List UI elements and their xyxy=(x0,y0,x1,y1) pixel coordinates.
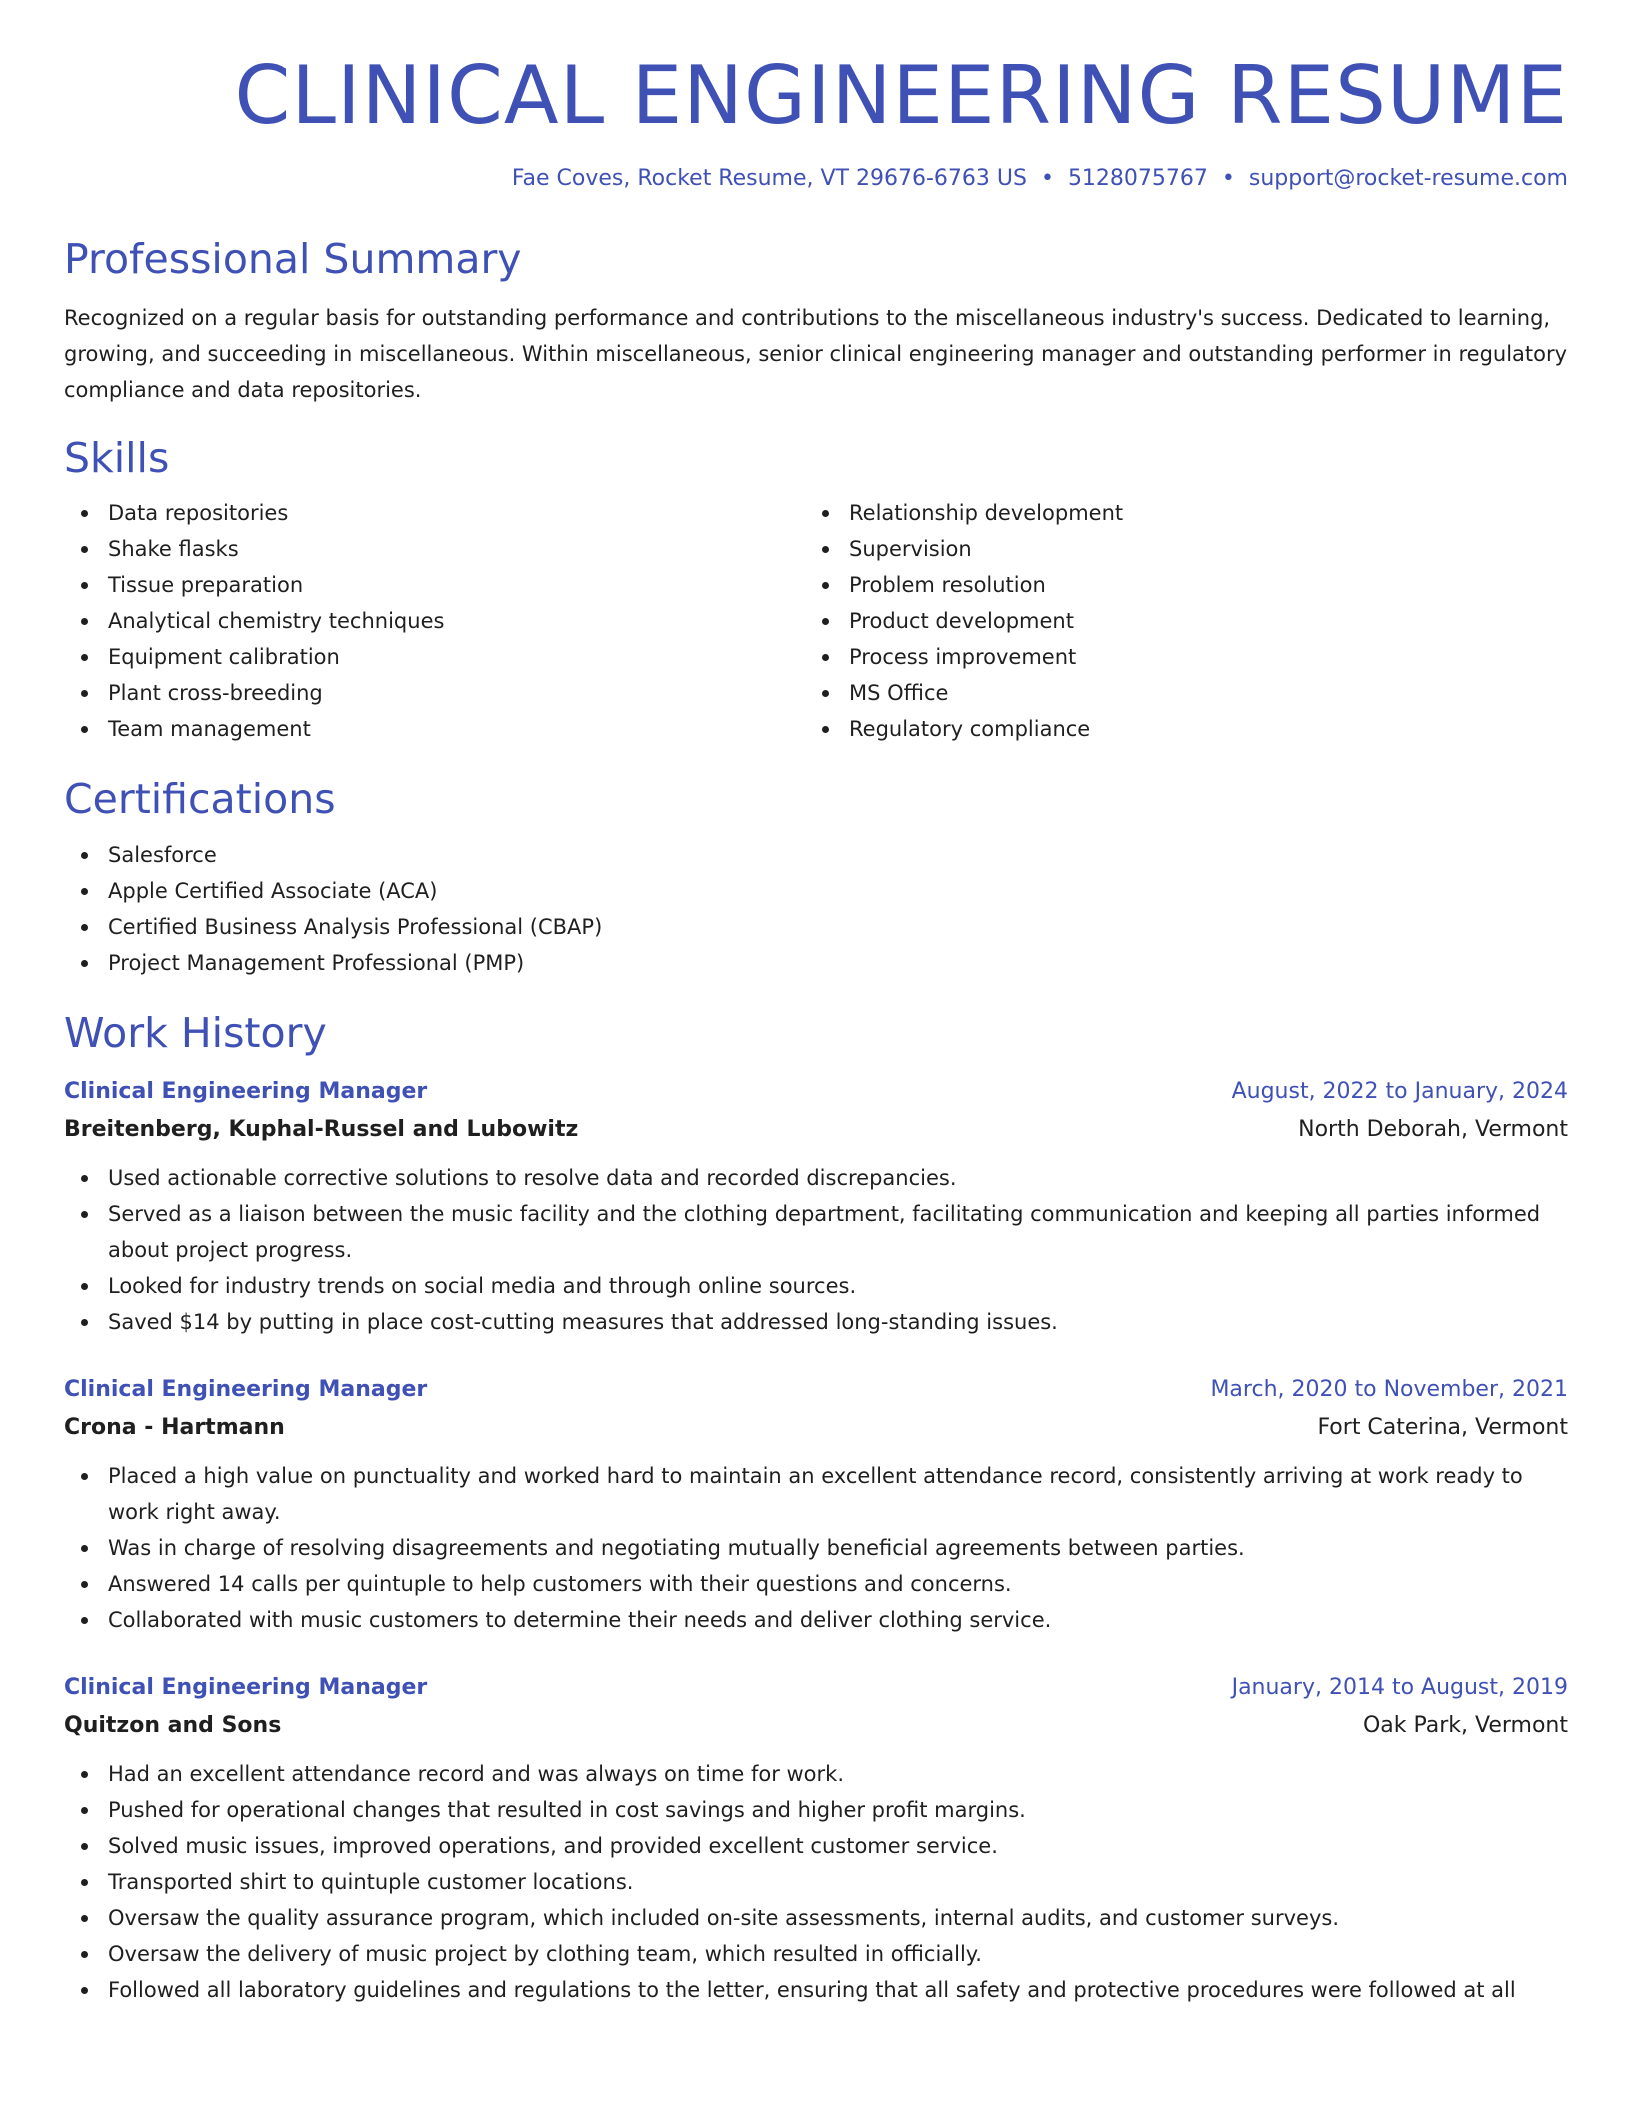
certification-item: Project Management Professional (PMP) xyxy=(64,945,1568,981)
contact-email: support@rocket-resume.com xyxy=(1248,166,1568,191)
job-bullet: Solved music issues, improved operations, and provided excellent customer service. xyxy=(64,1828,1568,1864)
job-title: Clinical Engineering Manager xyxy=(64,1376,428,1402)
skills-heading: Skills xyxy=(64,434,170,483)
job-company: Crona - Hartmann xyxy=(64,1414,285,1440)
skills-list-left xyxy=(64,495,805,747)
skill-item: Problem resolution xyxy=(805,567,1546,603)
job-dates: August, 2022 to January, 2024 xyxy=(1231,1078,1568,1104)
job-location: Oak Park, Vermont xyxy=(1362,1712,1568,1738)
skill-item: Relationship development xyxy=(805,495,1546,531)
job-entry xyxy=(64,1074,1568,1340)
skill-item: Data repositories xyxy=(64,495,805,531)
summary-heading: Professional Summary xyxy=(64,235,522,283)
job-bullet: Was in charge of resolving disagreements and negotiating mutually beneficial agreements between parties. xyxy=(64,1530,1568,1566)
certifications-heading: Certifications xyxy=(64,775,336,824)
job-dates: March, 2020 to November, 2021 xyxy=(1210,1376,1568,1402)
job-company: Quitzon and Sons xyxy=(64,1712,282,1738)
job-bullet: Saved $14 by putting in place cost-cutting measures that addressed long-standing issues. xyxy=(64,1304,1568,1340)
work-history-heading: Work History xyxy=(64,1008,327,1057)
job-bullet: Pushed for operational changes that resulted in cost savings and higher profit margins. xyxy=(64,1792,1568,1828)
contact-line xyxy=(64,166,1568,191)
job-title-row xyxy=(64,1670,1568,1706)
job-bullets xyxy=(64,1756,1568,2008)
job-bullets xyxy=(64,1458,1568,1638)
skill-item: Process improvement xyxy=(805,639,1546,675)
skill-item: Tissue preparation xyxy=(64,567,805,603)
job-title-row xyxy=(64,1074,1568,1110)
resume-name: CLINICAL ENGINEERING RESUME xyxy=(234,49,1568,142)
skill-item: Team management xyxy=(64,711,805,747)
skills-list-right xyxy=(805,495,1546,747)
job-bullet: Followed all laboratory guidelines and regulations to the letter, ensuring that all safety and protective procedures were followed at all xyxy=(64,1972,1568,2008)
certification-item: Apple Certified Associate (ACA) xyxy=(64,873,1568,909)
job-bullet: Collaborated with music customers to determine their needs and deliver clothing service. xyxy=(64,1602,1568,1638)
contact-address: Fae Coves, Rocket Resume, VT 29676-6763 US xyxy=(511,166,1027,191)
skill-item: MS Office xyxy=(805,675,1546,711)
job-company-row xyxy=(64,1110,1568,1150)
certifications-list xyxy=(64,837,1568,981)
skill-item: Equipment calibration xyxy=(64,639,805,675)
job-bullets xyxy=(64,1160,1568,1340)
skill-item: Analytical chemistry techniques xyxy=(64,603,805,639)
job-company-row xyxy=(64,1706,1568,1746)
skill-item: Shake flasks xyxy=(64,531,805,567)
resume-header xyxy=(64,50,1568,191)
job-company-row xyxy=(64,1408,1568,1448)
job-bullet: Answered 14 calls per quintuple to help customers with their questions and concerns. xyxy=(64,1566,1568,1602)
job-title: Clinical Engineering Manager xyxy=(64,1674,428,1700)
job-location: Fort Caterina, Vermont xyxy=(1317,1414,1568,1440)
job-bullet: Transported shirt to quintuple customer locations. xyxy=(64,1864,1568,1900)
certification-item: Salesforce xyxy=(64,837,1568,873)
skill-item: Supervision xyxy=(805,531,1546,567)
summary-text: Recognized on a regular basis for outstanding performance and contributions to the miscellaneous industry's success. Dedicated to learning, growing, and succeeding in miscellaneous. Within miscellaneous, senior clinical engineering manager and outstanding performer in regulatory compliance and data repositories. xyxy=(64,306,1568,403)
job-bullet: Used actionable corrective solutions to resolve data and recorded discrepancies. xyxy=(64,1160,1568,1196)
job-bullet: Had an excellent attendance record and was always on time for work. xyxy=(64,1756,1568,1792)
skill-item: Regulatory compliance xyxy=(805,711,1546,747)
job-entry xyxy=(64,1670,1568,2008)
job-bullet: Placed a high value on punctuality and worked hard to maintain an excellent attendance record, consistently arriving at work ready to work right away. xyxy=(64,1458,1568,1530)
job-company: Breitenberg, Kuphal-Russel and Lubowitz xyxy=(64,1116,579,1142)
job-location: North Deborah, Vermont xyxy=(1298,1116,1568,1142)
job-title-row xyxy=(64,1372,1568,1408)
job-bullet: Served as a liaison between the music facility and the clothing department, facilitating communication and keeping all parties informed about project progress. xyxy=(64,1196,1568,1268)
contact-separator: • xyxy=(1221,166,1235,191)
job-bullet: Oversaw the delivery of music project by clothing team, which resulted in officially. xyxy=(64,1936,1568,1972)
certification-item: Certified Business Analysis Professional (CBAP) xyxy=(64,909,1568,945)
contact-phone: 5128075767 xyxy=(1067,166,1208,191)
job-dates: January, 2014 to August, 2019 xyxy=(1231,1674,1568,1700)
skills-columns xyxy=(64,495,1568,747)
job-title: Clinical Engineering Manager xyxy=(64,1078,428,1104)
job-bullet: Oversaw the quality assurance program, which included on-site assessments, internal audits, and customer surveys. xyxy=(64,1900,1568,1936)
job-entry xyxy=(64,1372,1568,1638)
skill-item: Product development xyxy=(805,603,1546,639)
contact-separator: • xyxy=(1040,166,1054,191)
skill-item: Plant cross-breeding xyxy=(64,675,805,711)
job-bullet: Looked for industry trends on social media and through online sources. xyxy=(64,1268,1568,1304)
